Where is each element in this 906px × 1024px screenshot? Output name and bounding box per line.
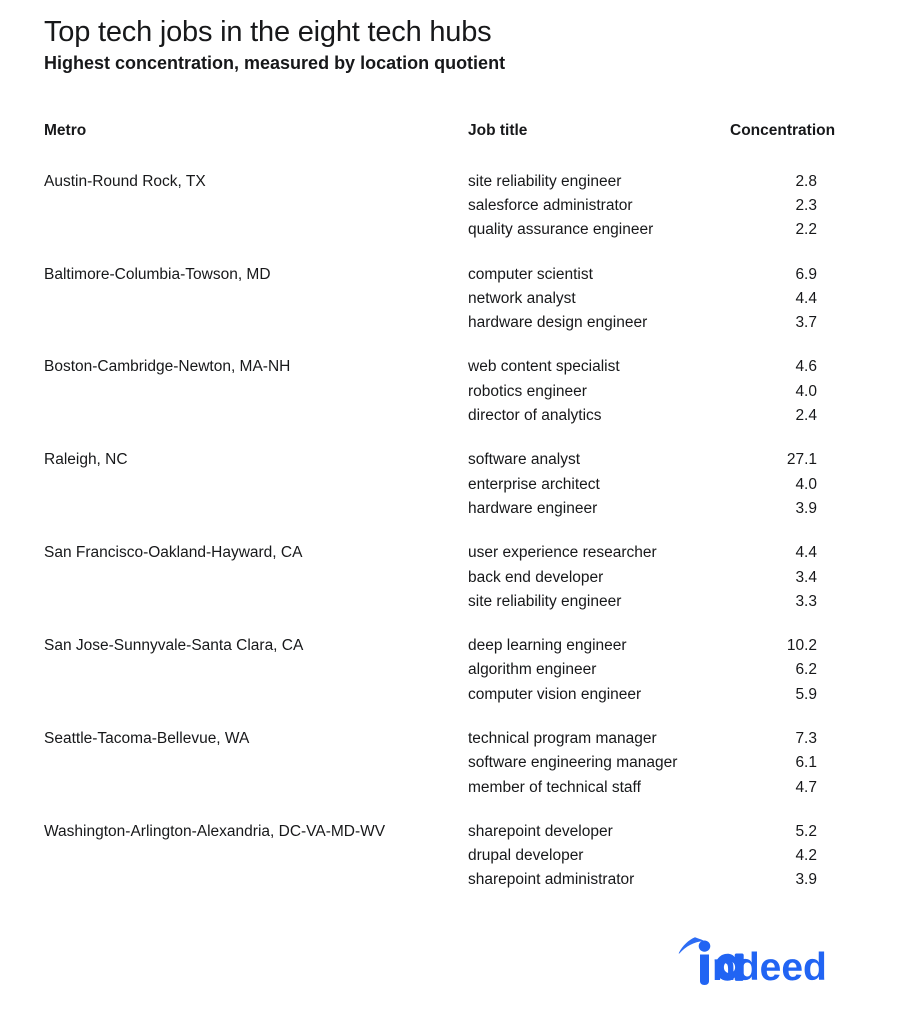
table-row (44, 218, 868, 242)
table-row (44, 335, 868, 379)
table-row (44, 404, 868, 428)
table-row (44, 658, 868, 682)
cell-job-title: deep learning engineer (468, 637, 627, 655)
svg-text:ndeed: ndeed (712, 946, 827, 986)
cell-metro: San Francisco-Oakland-Hayward, CA (44, 544, 303, 562)
table-row (44, 707, 868, 751)
cell-job-title: software analyst (468, 451, 580, 469)
cell-job-title: technical program manager (468, 729, 657, 747)
cell-job-title: user experience researcher (468, 544, 657, 562)
cell-job-title: web content specialist (468, 358, 620, 376)
cell-metro (44, 404, 468, 428)
table-body (44, 170, 868, 893)
table-row (44, 800, 868, 844)
table-row (44, 287, 868, 311)
table-row (44, 776, 868, 800)
cell-metro: San Jose-Sunnyvale-Santa Clara, CA (44, 637, 304, 655)
cell-concentration: 5.9 (795, 685, 817, 703)
cell-metro: Raleigh, NC (44, 451, 128, 469)
cell-metro: Austin-Round Rock, TX (44, 172, 206, 190)
cell-concentration: 3.7 (795, 314, 817, 332)
cell-concentration: 6.2 (795, 661, 817, 679)
cell-job-title: director of analytics (468, 407, 602, 425)
cell-job-title: hardware design engineer (468, 314, 648, 332)
table-row (44, 170, 868, 194)
cell-job-title: hardware engineer (468, 499, 598, 517)
cell-concentration: 27.1 (786, 451, 817, 469)
cell-concentration: 4.2 (795, 847, 817, 865)
cell-job-title: quality assurance engineer (468, 221, 654, 239)
table-row (44, 497, 868, 521)
table-row (44, 194, 868, 218)
cell-metro (44, 751, 468, 775)
cell-job-title: software engineering manager (468, 754, 678, 772)
cell-job-title: robotics engineer (468, 382, 587, 400)
tech-jobs-table (44, 122, 868, 893)
table-header (44, 122, 868, 170)
table-row (44, 868, 868, 892)
cell-concentration: 6.1 (795, 754, 817, 772)
cell-metro (44, 218, 468, 242)
table-row (44, 380, 868, 404)
cell-job-title: site reliability engineer (468, 172, 622, 190)
cell-job-title: drupal developer (468, 847, 584, 865)
cell-concentration: 6.9 (795, 265, 817, 283)
cell-metro: Baltimore-Columbia-Towson, MD (44, 265, 271, 283)
table-row (44, 473, 868, 497)
cell-metro (44, 868, 468, 892)
cell-concentration: 4.6 (795, 358, 817, 376)
cell-job-title: network analyst (468, 289, 576, 307)
cell-concentration: 10.2 (786, 637, 817, 655)
cell-concentration: 2.4 (795, 407, 817, 425)
cell-metro (44, 287, 468, 311)
cell-metro (44, 311, 468, 335)
table-row (44, 521, 868, 565)
cell-job-title: computer scientist (468, 265, 593, 283)
table-row (44, 311, 868, 335)
column-header-concentration: Concentration (730, 121, 836, 139)
cell-concentration: 4.7 (795, 778, 817, 796)
cell-metro (44, 473, 468, 497)
page-subtitle: Highest concentration, measured by location quotient (44, 53, 506, 74)
cell-concentration: 3.9 (795, 871, 817, 889)
indeed-logo (674, 934, 859, 986)
table-row (44, 590, 868, 614)
page-title: Top tech jobs in the eight tech hubs (44, 16, 492, 48)
table-row (44, 428, 868, 472)
cell-concentration: 2.3 (795, 196, 817, 214)
cell-concentration: 4.0 (795, 475, 817, 493)
cell-job-title: back end developer (468, 568, 604, 586)
cell-concentration: 4.4 (795, 289, 817, 307)
cell-concentration: 2.8 (795, 172, 817, 190)
cell-concentration: 3.4 (795, 568, 817, 586)
table-row (44, 683, 868, 707)
cell-concentration: 7.3 (795, 729, 817, 747)
cell-job-title: salesforce administrator (468, 196, 633, 214)
table-row (44, 751, 868, 775)
cell-metro: Washington-Arlington-Alexandria, DC-VA-MD-WV (44, 822, 386, 840)
cell-metro (44, 590, 468, 614)
cell-concentration: 4.4 (795, 544, 817, 562)
cell-metro (44, 566, 468, 590)
cell-job-title: sharepoint administrator (468, 871, 635, 889)
cell-concentration: 3.3 (795, 592, 817, 610)
cell-job-title: enterprise architect (468, 475, 600, 493)
cell-metro (44, 844, 468, 868)
cell-concentration: 2.2 (795, 221, 817, 239)
cell-metro: Seattle-Tacoma-Bellevue, WA (44, 729, 250, 747)
cell-job-title: algorithm engineer (468, 661, 597, 679)
cell-job-title: site reliability engineer (468, 592, 622, 610)
cell-job-title: computer vision engineer (468, 685, 642, 703)
cell-metro (44, 497, 468, 521)
table-row (44, 614, 868, 658)
table-row (44, 566, 868, 590)
cell-metro (44, 683, 468, 707)
table-row (44, 844, 868, 868)
table-header-row (44, 122, 868, 170)
cell-metro (44, 658, 468, 682)
table-row (44, 243, 868, 287)
cell-metro (44, 194, 468, 218)
cell-job-title: member of technical staff (468, 778, 641, 796)
cell-metro (44, 776, 468, 800)
cell-job-title: sharepoint developer (468, 822, 613, 840)
cell-metro: Boston-Cambridge-Newton, MA-NH (44, 358, 291, 376)
cell-metro (44, 380, 468, 404)
cell-concentration: 5.2 (795, 822, 817, 840)
column-header-metro: Metro (44, 121, 87, 139)
cell-concentration: 4.0 (795, 382, 817, 400)
cell-concentration: 3.9 (795, 499, 817, 517)
column-header-job-title: Job title (468, 121, 528, 139)
